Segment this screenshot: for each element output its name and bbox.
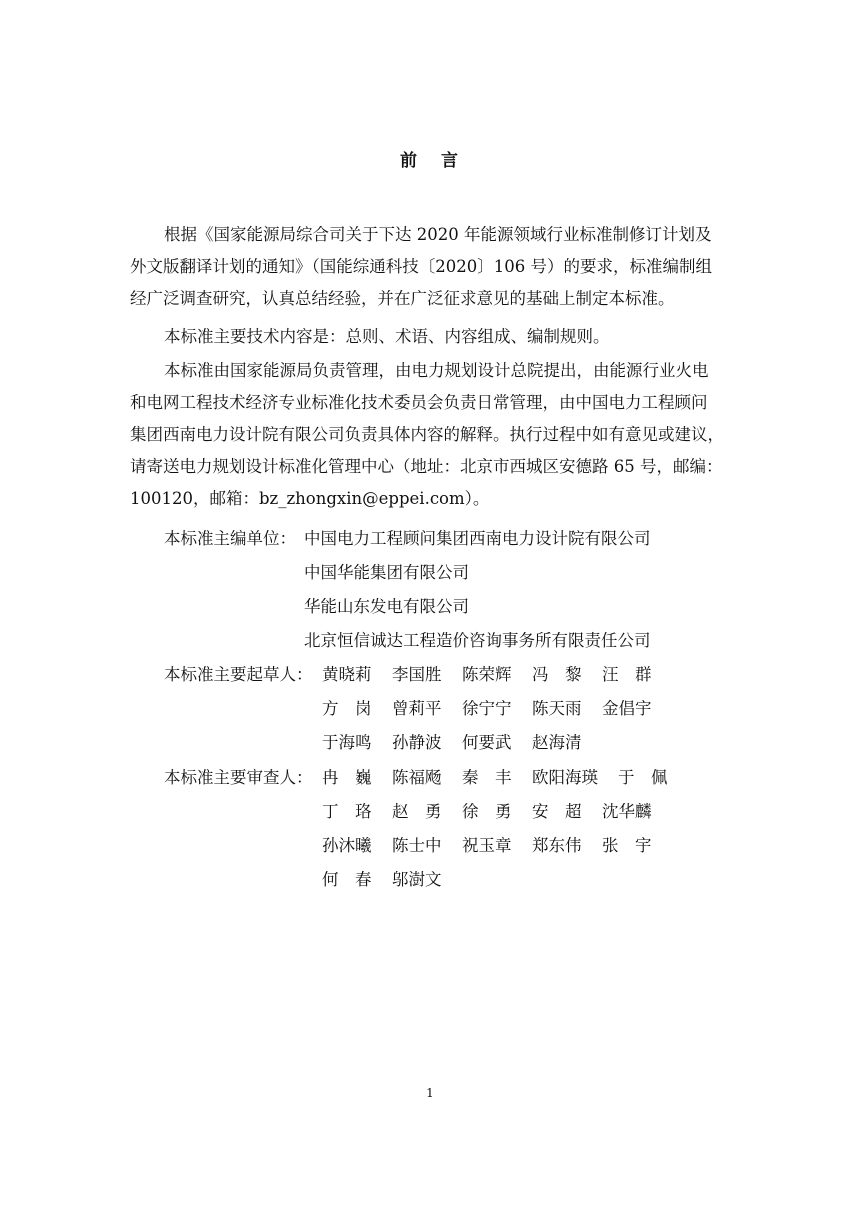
reviewer-name: 张 宇	[602, 836, 652, 855]
paragraph-line: 100120，邮箱：bz_zhongxin@eppei.com）。	[130, 489, 490, 508]
drafter-name: 李国胜	[392, 665, 442, 684]
chief-unit-1: 中国电力工程顾问集团西南电力设计院有限公司	[304, 529, 651, 548]
drafter-name: 冯 黎	[532, 665, 582, 684]
paragraph-line: 和电网工程技术经济专业标准化技术委员会负责日常管理，由中国电力工程顾问	[130, 393, 708, 412]
page-title	[0, 146, 860, 171]
reviewer-name: 祝玉章	[462, 836, 512, 855]
drafter-name: 陈荣辉	[462, 665, 512, 684]
reviewer-name: 丁 珞	[322, 802, 372, 821]
drafter-name: 赵海清	[532, 733, 582, 752]
paragraph-line: 请寄送电力规划设计标准化管理中心（地址：北京市西城区安德路 65 号，邮编：	[130, 457, 723, 476]
reviewers-row	[322, 829, 688, 863]
reviewer-name: 陈福飏	[392, 768, 442, 787]
drafter-name: 曾莉平	[392, 699, 442, 718]
paragraph-line: 根据《国家能源局综合司关于下达 2020 年能源领域行业标准制修订计划及	[164, 225, 712, 244]
reviewer-name: 沈华麟	[602, 802, 652, 821]
reviewer-name: 邬澍文	[392, 870, 442, 889]
chief-unit-2: 中国华能集团有限公司	[304, 563, 469, 582]
chief-unit-4: 北京恒信诚达工程造价咨询事务所有限责任公司	[304, 631, 651, 650]
reviewers-label: 本标准主要审查人：	[164, 768, 313, 787]
reviewer-name: 何 春	[322, 870, 372, 889]
reviewer-name: 于 佩	[618, 768, 668, 787]
chief-units-label: 本标准主编单位：	[164, 529, 296, 548]
drafter-name: 金倡宇	[602, 699, 652, 718]
reviewer-name: 秦 丰	[462, 768, 512, 787]
reviewer-name: 郑东伟	[532, 836, 582, 855]
page-number: 1	[426, 1086, 434, 1100]
drafters-row	[322, 692, 672, 726]
drafter-name: 徐宁宁	[462, 699, 512, 718]
paragraph-basis	[130, 219, 740, 315]
title-char-2: 言	[441, 151, 460, 171]
drafters-row	[322, 726, 672, 760]
reviewers-row	[322, 795, 688, 829]
paragraph-management	[130, 355, 740, 515]
reviewer-name: 陈士中	[392, 836, 442, 855]
paragraph-line: 经广泛调查研究，认真总结经验，并在广泛征求意见的基础上制定本标准。	[130, 289, 675, 308]
reviewer-name: 冉 巍	[322, 768, 372, 787]
drafter-name: 黄晓莉	[322, 665, 372, 684]
drafter-name: 何要武	[462, 733, 512, 752]
reviewer-name: 赵 勇	[392, 802, 442, 821]
reviewers-list	[322, 761, 688, 897]
paragraph-line: 本标准主要技术内容是：总则、术语、内容组成、编制规则。	[164, 327, 610, 346]
drafters-label: 本标准主要起草人：	[164, 665, 313, 684]
drafter-name: 汪 群	[602, 665, 652, 684]
drafter-name: 于海鸣	[322, 733, 372, 752]
reviewer-name: 孙沐曦	[322, 836, 372, 855]
drafter-name: 陈天雨	[532, 699, 582, 718]
drafter-name: 方 岗	[322, 699, 372, 718]
paragraph-line: 集团西南电力设计院有限公司负责具体内容的解释。执行过程中如有意见或建议，	[130, 425, 724, 444]
drafters-row	[322, 658, 672, 692]
reviewer-name: 安 超	[532, 802, 582, 821]
paragraph-technical-content	[130, 321, 740, 353]
reviewer-name: 徐 勇	[462, 802, 512, 821]
chief-unit-3: 华能山东发电有限公司	[304, 597, 469, 616]
title-char-1: 前	[400, 151, 419, 171]
drafter-name: 孙静波	[392, 733, 442, 752]
reviewers-row	[322, 761, 688, 795]
paragraph-line: 本标准由国家能源局负责管理，由电力规划设计总院提出，由能源行业火电	[164, 361, 709, 380]
drafters-list	[322, 658, 672, 760]
reviewers-row	[322, 863, 688, 897]
paragraph-line: 外文版翻译计划的通知》（国能综通科技〔2020〕106 号）的要求，标准编制组	[130, 257, 712, 276]
reviewer-name: 欧阳海瑛	[532, 768, 598, 787]
